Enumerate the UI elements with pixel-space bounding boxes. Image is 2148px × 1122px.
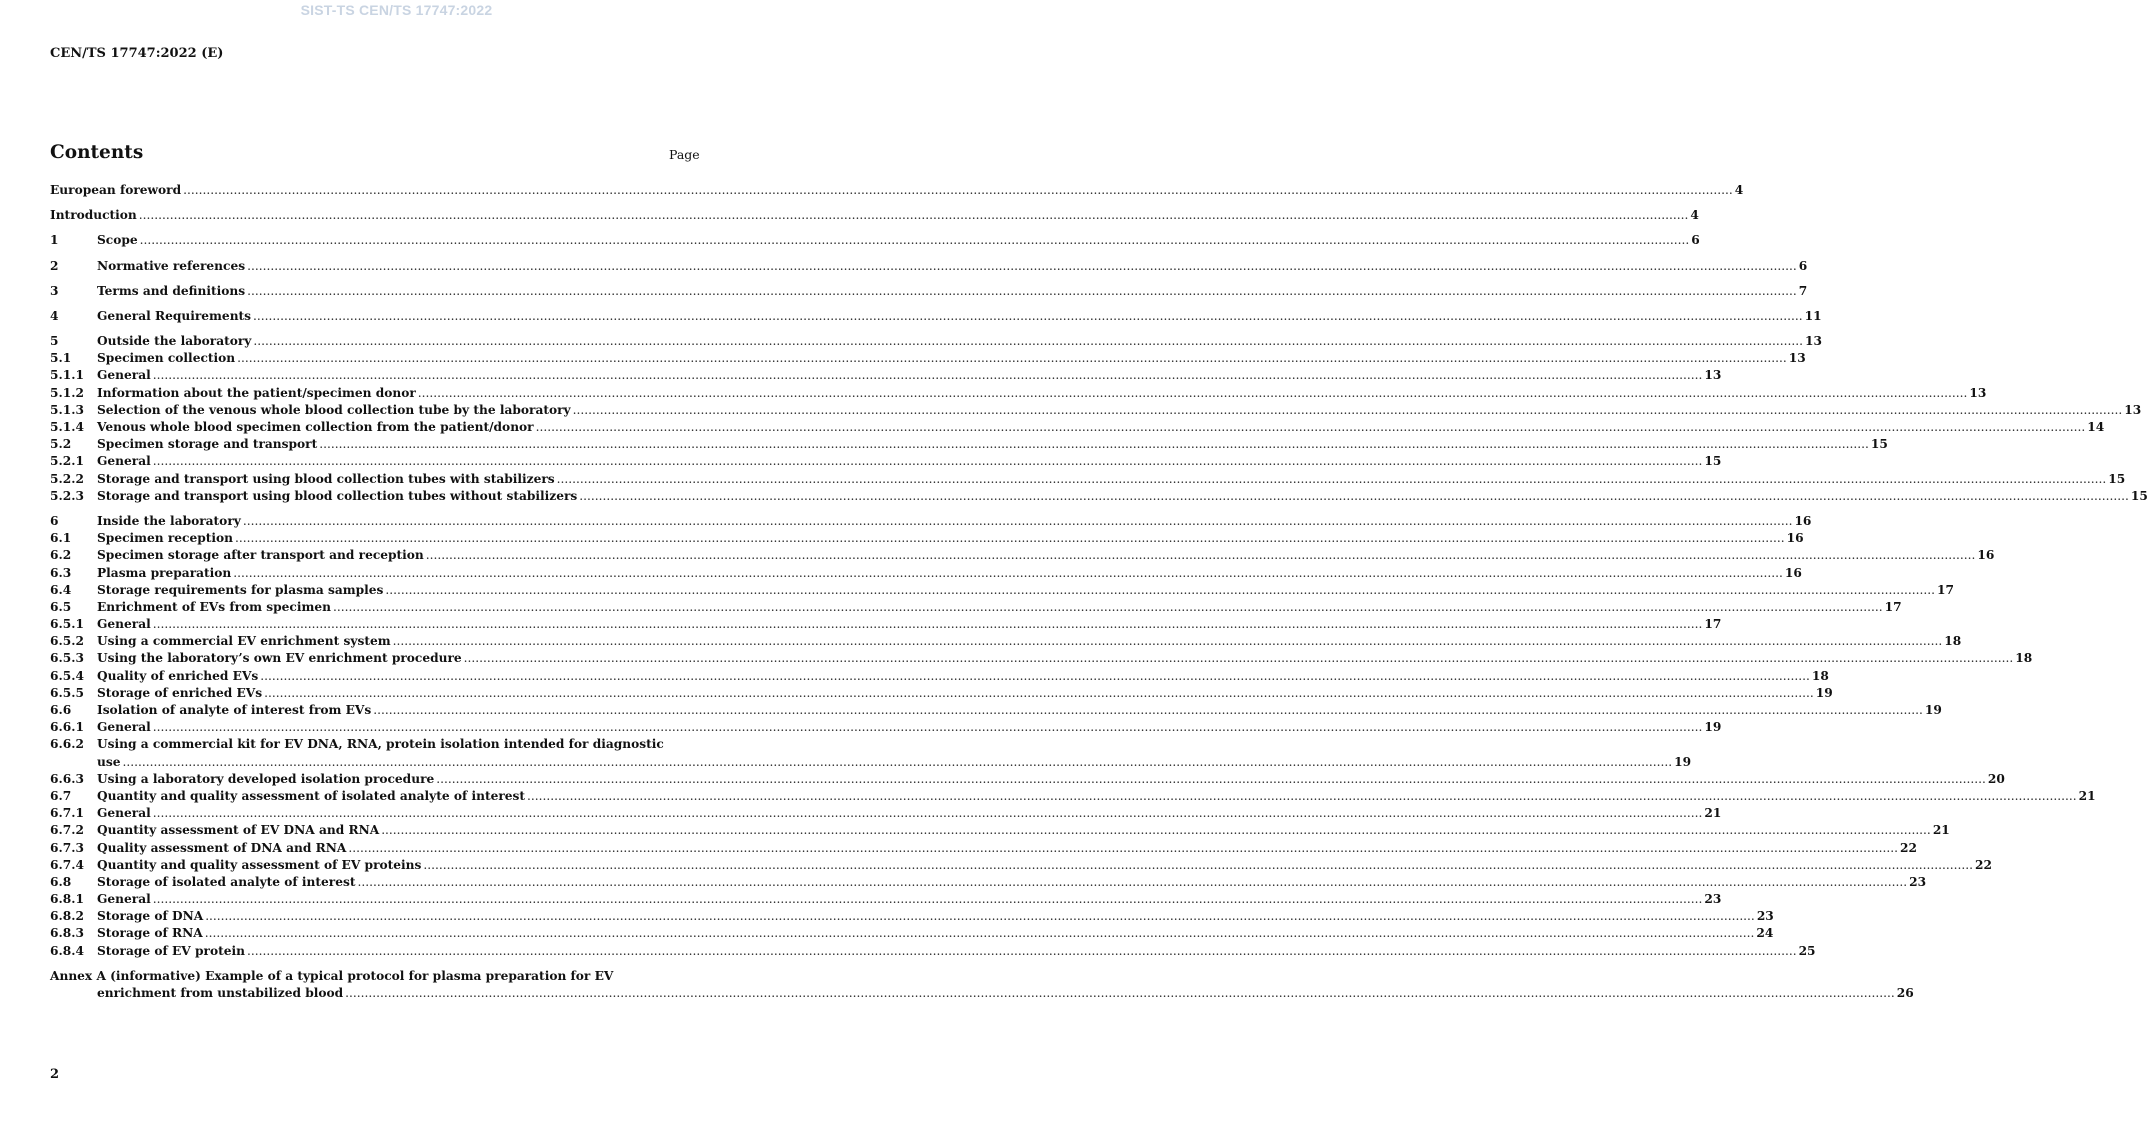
toc-entry-number: 5 (50, 334, 59, 349)
toc-entry-number: 5.1.3 (50, 402, 84, 417)
toc-entry[interactable] (50, 736, 1692, 770)
toc-entry-page: 13 (2124, 402, 2142, 417)
dot-leader: ................................................................................................................................................................................................................................................................................................................................................................................................................ (242, 513, 1793, 528)
toc-entry-title: Using a commercial kit for EV DNA, RNA, protein isolation intended for diagnostic (97, 737, 664, 752)
page-number: 2 (50, 1067, 60, 1082)
toc-entry[interactable] (50, 471, 2126, 488)
dot-leader: ................................................................................................................................................................................................................................................................................................................................................................................................................ (237, 351, 1787, 366)
toc-entry-page: 18 (1811, 668, 1829, 683)
toc-entry-page: 24 (1756, 926, 1774, 941)
toc-entry-number: 6.6.3 (50, 771, 84, 786)
toc-entry-title: Quantity and quality assessment of isolated analyte of interest (97, 788, 526, 803)
toc-entry-title: Using the laboratory’s own EV enrichment procedure (97, 651, 462, 666)
contents-title: Contents (50, 142, 144, 163)
toc-entry-number: 5.2.2 (50, 471, 84, 486)
toc-entry-number: 5.2 (50, 437, 72, 452)
toc-entry-number: 5.1.4 (50, 420, 84, 435)
toc-entry-number: 6.8.4 (50, 943, 84, 958)
toc-entry-title: Specimen collection (97, 351, 236, 366)
toc-entry[interactable] (50, 599, 1902, 616)
toc-entry-number: 6.3 (50, 565, 72, 580)
toc-entry-title: Introduction (50, 208, 137, 223)
toc-entry-title: Inside the laboratory (97, 513, 241, 528)
toc-entry-number: 6 (50, 513, 59, 528)
toc-entry-title: Storage and transport using blood collection tubes with stabilizers (97, 471, 555, 486)
toc-entry[interactable] (50, 702, 1942, 719)
toc-entry-page: 16 (1794, 513, 1812, 528)
toc-entry-page: 25 (1798, 943, 1816, 958)
toc-entry-page: 20 (1987, 771, 2005, 786)
dot-leader: ................................................................................................................................................................................................................................................................................................................................................................................................................ (233, 565, 1783, 580)
toc-entry-number: 6.7.1 (50, 806, 84, 821)
toc-entry-page: 11 (1804, 308, 1822, 323)
toc-entry-number: 6.5.4 (50, 668, 84, 683)
toc-entry-number: 6.2 (50, 548, 72, 563)
toc-entry-page: 23 (1704, 892, 1722, 907)
toc-entry-title: Quantity assessment of EV DNA and RNA (97, 823, 380, 838)
dot-leader: ................................................................................................................................................................................................................................................................................................................................................................................................................ (235, 531, 1785, 546)
toc-entry[interactable] (50, 616, 1722, 633)
dot-leader: ................................................................................................................................................................................................................................................................................................................................................................................................................ (348, 840, 1898, 855)
toc-entry[interactable] (50, 436, 1888, 453)
toc-entry-number: 6.5.5 (50, 685, 84, 700)
toc-entry-page: 19 (1674, 754, 1692, 769)
toc-entry[interactable] (50, 771, 2005, 788)
toc-entry-title-continued: enrichment from unstabilized blood (97, 986, 344, 1001)
toc-entry-page: 17 (1937, 582, 1954, 597)
toc-entry-number: 6.4 (50, 582, 72, 597)
toc-entry[interactable] (50, 874, 1927, 891)
toc-entry-number: 5.2.3 (50, 488, 84, 503)
dot-leader: ................................................................................................................................................................................................................................................................................................................................................................................................................ (122, 754, 1673, 769)
toc-entry-page: 23 (1909, 874, 1927, 889)
toc-entry-title: Quality of enriched EVs (97, 668, 259, 683)
toc-entry[interactable] (50, 530, 1804, 547)
dot-leader: ................................................................................................................................................................................................................................................................................................................................................................................................................ (152, 454, 1703, 469)
dot-leader: ................................................................................................................................................................................................................................................................................................................................................................................................................ (345, 986, 1895, 1001)
toc-entry-page: 21 (1704, 806, 1722, 821)
toc-entry-title: Storage of EV protein (97, 943, 245, 958)
toc-entry-number: 6.8.3 (50, 926, 84, 941)
toc-entry-number: 6.7 (50, 788, 72, 803)
dot-leader: ................................................................................................................................................................................................................................................................................................................................................................................................................ (205, 909, 1755, 924)
toc-entry-title: Storage of DNA (97, 909, 204, 924)
toc-entry-page: 4 (1734, 182, 1744, 197)
toc-entry-page: 6 (1798, 258, 1808, 273)
toc-entry-number: 1 (50, 233, 59, 248)
toc-entry-page: 17 (1704, 617, 1722, 632)
toc-entry-page: 13 (1969, 385, 1987, 400)
toc-entry[interactable] (50, 668, 1829, 685)
toc-entry-page: 26 (1896, 986, 1914, 1001)
dot-leader: ................................................................................................................................................................................................................................................................................................................................................................................................................ (152, 368, 1703, 383)
toc-entry[interactable] (50, 891, 1722, 908)
toc-entry[interactable] (50, 565, 1802, 582)
toc-entry-page: 14 (2087, 420, 2105, 435)
dot-leader: ................................................................................................................................................................................................................................................................................................................................................................................................................ (381, 823, 1931, 838)
toc-entry-number: 5.2.1 (50, 454, 84, 469)
toc-entry[interactable] (50, 651, 2033, 668)
dot-leader: ................................................................................................................................................................................................................................................................................................................................................................................................................ (556, 471, 2107, 486)
toc-entry[interactable] (50, 857, 1992, 874)
toc-entry-title: Storage of enriched EVs (97, 685, 263, 700)
toc-entry-title: Specimen reception (97, 531, 234, 546)
toc-entry[interactable] (50, 582, 1954, 599)
toc-entry-number: 6.5.1 (50, 617, 84, 632)
toc-entry-number: 5.1 (50, 351, 72, 366)
toc-entry[interactable] (50, 840, 1917, 857)
dot-leader: ................................................................................................................................................................................................................................................................................................................................................................................................................ (152, 617, 1703, 632)
dot-leader: ................................................................................................................................................................................................................................................................................................................................................................................................................ (535, 420, 2086, 435)
toc-entry-title: General Requirements (97, 308, 252, 323)
toc-entry-page: 19 (1924, 703, 1942, 718)
toc-entry-title: Terms and definitions (97, 283, 246, 298)
watermark: SIST-TS CEN/TS 17747:2022 (300, 2, 493, 18)
dot-leader: ................................................................................................................................................................................................................................................................................................................................................................................................................ (247, 283, 1797, 298)
toc-entry-title: General (97, 720, 151, 735)
toc-entry[interactable] (50, 488, 2148, 505)
toc-entry-page: 21 (2078, 788, 2096, 803)
dot-leader: ................................................................................................................................................................................................................................................................................................................................................................................................................ (204, 926, 1755, 941)
toc-entry-page: 4 (1690, 208, 1699, 223)
toc-entry[interactable] (50, 207, 1699, 224)
toc-entry[interactable] (50, 419, 2105, 436)
toc-entry[interactable] (50, 385, 1987, 402)
dot-leader: ................................................................................................................................................................................................................................................................................................................................................................................................................ (392, 634, 1943, 649)
dot-leader: ................................................................................................................................................................................................................................................................................................................................................................................................................ (527, 788, 2077, 803)
toc-entry-number: 6.6.1 (50, 720, 84, 735)
toc-entry-page: 15 (1870, 437, 1888, 452)
dot-leader: ................................................................................................................................................................................................................................................................................................................................................................................................................ (385, 582, 1936, 597)
toc-entry-title: General (97, 892, 151, 907)
toc-entry[interactable] (50, 788, 2096, 805)
toc-entry[interactable] (50, 926, 1774, 943)
toc-entry-number: 6.7.3 (50, 840, 84, 855)
toc-entry[interactable] (50, 513, 1812, 530)
toc-entry-page: 13 (1805, 334, 1822, 349)
toc-entry-page: 23 (1756, 909, 1774, 924)
toc-entry-page: 16 (1977, 548, 1995, 563)
toc-entry[interactable] (50, 308, 1822, 325)
toc-entry-page: 15 (1704, 454, 1722, 469)
dot-leader: ................................................................................................................................................................................................................................................................................................................................................................................................................ (247, 258, 1797, 273)
toc-entry-title: General (97, 617, 151, 632)
toc-entry-page: 13 (1788, 351, 1806, 366)
toc-entry-page: 15 (2108, 471, 2126, 486)
dot-leader: ................................................................................................................................................................................................................................................................................................................................................................................................................ (332, 599, 1883, 614)
toc-entry-number: 6.7.4 (50, 857, 84, 872)
dot-leader: ................................................................................................................................................................................................................................................................................................................................................................................................................ (152, 720, 1703, 735)
toc-entry-title: Using a commercial EV enrichment system (97, 634, 391, 649)
dot-leader: ................................................................................................................................................................................................................................................................................................................................................................................................................ (260, 668, 1810, 683)
toc-entry-number: 3 (50, 283, 59, 298)
toc-entry[interactable] (50, 943, 1816, 960)
table-of-contents (50, 182, 2148, 1002)
toc-entry[interactable] (50, 350, 1806, 367)
dot-leader: ................................................................................................................................................................................................................................................................................................................................................................................................................ (152, 806, 1703, 821)
toc-entry-title: Scope (97, 233, 138, 248)
toc-entry-title: Outside the laboratory (97, 334, 252, 349)
toc-entry[interactable] (50, 333, 1822, 350)
dot-leader: ................................................................................................................................................................................................................................................................................................................................................................................................................ (139, 233, 1690, 248)
dot-leader: ................................................................................................................................................................................................................................................................................................................................................................................................................ (357, 874, 1908, 889)
toc-entry-number: 6.5.2 (50, 634, 84, 649)
toc-entry-title: Storage and transport using blood collection tubes without stabilizers (97, 488, 578, 503)
toc-entry-page: 7 (1798, 283, 1808, 298)
dot-leader: ................................................................................................................................................................................................................................................................................................................................................................................................................ (253, 308, 1803, 323)
toc-entry-page: 19 (1815, 685, 1833, 700)
toc-entry-page: 15 (2130, 488, 2148, 503)
toc-entry-page: 6 (1691, 233, 1700, 248)
toc-entry[interactable] (50, 232, 1700, 249)
toc-entry-title: Quantity and quality assessment of EV proteins (97, 857, 422, 872)
toc-entry-page: 18 (1944, 634, 1962, 649)
toc-entry-number: 6.8.2 (50, 909, 84, 924)
toc-entry[interactable] (50, 453, 1722, 470)
toc-entry[interactable] (50, 283, 1808, 300)
toc-entry-title: Specimen storage and transport (97, 437, 318, 452)
dot-leader: ................................................................................................................................................................................................................................................................................................................................................................................................................ (423, 857, 1973, 872)
toc-entry-title: General (97, 454, 151, 469)
dot-leader: ................................................................................................................................................................................................................................................................................................................................................................................................................ (138, 208, 1689, 223)
toc-entry-number: 6.7.2 (50, 823, 84, 838)
toc-entry-page: 18 (2015, 651, 2033, 666)
toc-entry-title: Specimen storage after transport and reception (97, 548, 424, 563)
toc-entry-title: European foreword (50, 182, 182, 197)
toc-entry-title: General (97, 806, 151, 821)
dot-leader: ................................................................................................................................................................................................................................................................................................................................................................................................................ (264, 685, 1814, 700)
toc-entry-number: 6.1 (50, 531, 72, 546)
toc-entry-title: Isolation of analyte of interest from EVs (97, 703, 372, 718)
toc-entry-title: Plasma preparation (97, 565, 232, 580)
toc-entry-page: 21 (1932, 823, 1950, 838)
toc-entry-title: Storage of isolated analyte of interest (97, 874, 356, 889)
dot-leader: ................................................................................................................................................................................................................................................................................................................................................................................................................ (425, 548, 1976, 563)
toc-entry-number: 6.8.1 (50, 892, 84, 907)
toc-entry[interactable] (50, 822, 1950, 839)
toc-entry-page: 22 (1899, 840, 1917, 855)
dot-leader: ................................................................................................................................................................................................................................................................................................................................................................................................................ (152, 892, 1703, 907)
toc-entry-title: Normative references (97, 258, 246, 273)
dot-leader: ................................................................................................................................................................................................................................................................................................................................................................................................................ (417, 385, 1968, 400)
toc-entry-title: Using a laboratory developed isolation procedure (97, 771, 435, 786)
toc-entry-number: 4 (50, 308, 59, 323)
toc-entry-number: 5.1.2 (50, 385, 84, 400)
dot-leader: ................................................................................................................................................................................................................................................................................................................................................................................................................ (319, 437, 1869, 452)
toc-entry-title: Information about the patient/specimen donor (97, 385, 416, 400)
document-id: CEN/TS 17747:2022 (E) (50, 46, 224, 61)
dot-leader: ................................................................................................................................................................................................................................................................................................................................................................................................................ (579, 488, 2129, 503)
toc-entry[interactable] (50, 968, 1914, 1002)
dot-leader: ................................................................................................................................................................................................................................................................................................................................................................................................................ (373, 703, 1923, 718)
toc-entry[interactable] (50, 908, 1774, 925)
toc-entry[interactable] (50, 182, 1744, 199)
dot-leader: ................................................................................................................................................................................................................................................................................................................................................................................................................ (183, 182, 1733, 197)
toc-entry-title: Venous whole blood specimen collection from the patient/donor (97, 420, 534, 435)
toc-entry-title: Selection of the venous whole blood collection tube by the laboratory (97, 402, 571, 417)
toc-entry[interactable] (50, 805, 1722, 822)
dot-leader: ................................................................................................................................................................................................................................................................................................................................................................................................................ (436, 771, 1986, 786)
toc-entry-title: Quality assessment of DNA and RNA (97, 840, 347, 855)
toc-entry-title-continued: use (97, 754, 121, 769)
dot-leader: ................................................................................................................................................................................................................................................................................................................................................................................................................ (246, 943, 1797, 958)
toc-entry-number: 6.8 (50, 874, 72, 889)
page-column-label: Page (669, 147, 700, 162)
toc-entry-number: 6.6.2 (50, 737, 84, 752)
toc-entry-number: 6.5.3 (50, 651, 84, 666)
toc-entry-page: 13 (1704, 368, 1722, 383)
toc-entry-page: 19 (1704, 720, 1722, 735)
toc-entry[interactable] (50, 685, 1833, 702)
toc-entry[interactable] (50, 258, 1808, 275)
dot-leader: ................................................................................................................................................................................................................................................................................................................................................................................................................ (463, 651, 2014, 666)
toc-entry-number: 6.5 (50, 599, 72, 614)
toc-entry-title: Storage requirements for plasma samples (97, 582, 384, 597)
toc-entry-page: 22 (1974, 857, 1992, 872)
toc-entry[interactable] (50, 402, 2142, 419)
toc-entry-page: 17 (1884, 599, 1902, 614)
toc-entry-page: 16 (1786, 531, 1804, 546)
toc-entry[interactable] (50, 719, 1722, 736)
toc-entry-title: Enrichment of EVs from specimen (97, 599, 331, 614)
toc-entry-title: Annex A (informative) Example of a typical protocol for plasma preparation for EV (50, 968, 614, 983)
toc-entry[interactable] (50, 633, 1962, 650)
toc-entry-page: 16 (1784, 565, 1802, 580)
toc-entry-title: General (97, 368, 151, 383)
dot-leader: ................................................................................................................................................................................................................................................................................................................................................................................................................ (572, 402, 2123, 417)
toc-entry[interactable] (50, 368, 1722, 385)
toc-entry-number: 6.6 (50, 703, 72, 718)
toc-entry[interactable] (50, 547, 1995, 564)
dot-leader: ................................................................................................................................................................................................................................................................................................................................................................................................................ (253, 334, 1803, 349)
toc-entry-number: 5.1.1 (50, 368, 84, 383)
toc-entry-title: Storage of RNA (97, 926, 203, 941)
toc-entry-number: 2 (50, 258, 59, 273)
